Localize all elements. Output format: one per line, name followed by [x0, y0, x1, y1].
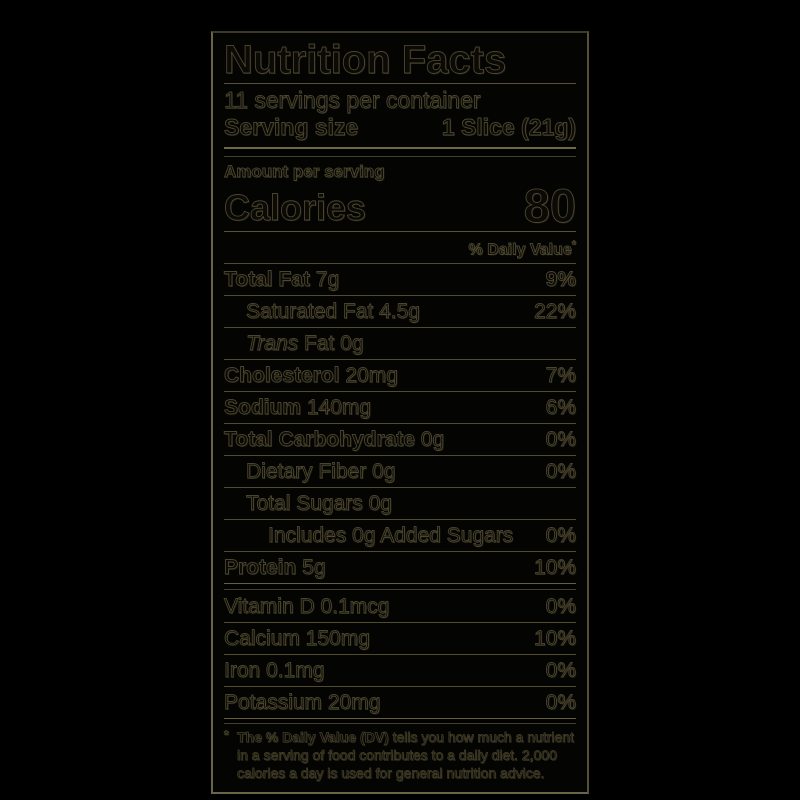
- nutrient-name: Includes 0g Added Sugars: [268, 524, 514, 548]
- vitamin-name: Iron 0.1mg: [224, 659, 325, 683]
- nutrient-name: Total Fat 7g: [224, 268, 340, 292]
- footnote-divider-bar: [224, 718, 576, 724]
- daily-value-header: [224, 232, 576, 263]
- nutrient-row-total-fat: [224, 263, 576, 295]
- vitamins-section: [224, 591, 576, 718]
- nutrient-dv: 6%: [545, 396, 576, 420]
- daily-value-header-text: % Daily Value: [468, 241, 572, 259]
- nutrient-name: Total Sugars 0g: [246, 492, 392, 516]
- vitamin-dv: 10%: [533, 627, 576, 651]
- nutrient-dv: 0%: [545, 428, 576, 452]
- nutrient-dv: 10%: [533, 556, 576, 580]
- nutrient-dv: 22%: [533, 300, 576, 324]
- serving-size-row: [224, 114, 576, 141]
- nutrient-row-saturated-fat: [224, 295, 576, 327]
- nutrient-dv: 0%: [545, 460, 576, 484]
- vitamin-dv: 0%: [545, 691, 576, 715]
- nutrient-name: Trans Fat 0g: [246, 332, 364, 356]
- label-title: Nutrition Facts: [224, 38, 507, 82]
- nutrition-facts-label: [211, 31, 589, 794]
- footnote-text: tells you how much a nutrient in a serving of food contributes to a daily diet. 2,000 calories a day is used for general nutrition advice.: [237, 729, 574, 782]
- footnote: [224, 728, 576, 782]
- nutrient-dv: 7%: [545, 364, 576, 388]
- vitamin-dv: 0%: [545, 659, 576, 683]
- vitamin-name: Vitamin D 0.1mcg: [224, 595, 390, 619]
- serving-size-value: 1 Slice (21g): [441, 114, 576, 140]
- medium-divider-bar: [224, 583, 576, 590]
- footnote-asterisk: *: [224, 728, 229, 743]
- footnote-lead: The % Daily Value (DV): [237, 729, 389, 746]
- vitamin-dv: 0%: [545, 595, 576, 619]
- nutrient-row-sodium: [224, 391, 576, 423]
- nutrient-row-trans-fat: [224, 327, 576, 359]
- nutrient-name: Cholesterol 20mg: [224, 364, 398, 388]
- nutrient-name: Saturated Fat 4.5g: [246, 300, 420, 324]
- daily-value-asterisk: *: [571, 239, 576, 251]
- amount-per-serving-label: Amount per serving: [224, 162, 385, 181]
- nutrient-row-protein: [224, 551, 576, 583]
- nutrient-name: Dietary Fiber 0g: [246, 460, 396, 484]
- vitamin-row-iron: [224, 654, 576, 686]
- vitamin-row-vitamin-d: [224, 591, 576, 622]
- nutrient-row-dietary-fiber: [224, 455, 576, 487]
- vitamin-row-potassium: [224, 686, 576, 718]
- calories-value: 80: [523, 179, 576, 232]
- nutrient-name: Total Carbohydrate 0g: [224, 428, 445, 452]
- nutrient-dv: 9%: [545, 268, 576, 292]
- nutrient-row-added-sugars: [224, 519, 576, 551]
- nutrient-row-cholesterol: [224, 359, 576, 391]
- title-divider: [224, 83, 576, 84]
- servings-per-container: 11 servings per container: [224, 87, 481, 113]
- calories-row: [224, 179, 576, 232]
- vitamin-name: Potassium 20mg: [224, 691, 381, 715]
- calories-label: Calories: [224, 187, 367, 228]
- vitamin-row-calcium: [224, 622, 576, 654]
- nutrient-name: Sodium 140mg: [224, 396, 372, 420]
- nutrient-name: Protein 5g: [224, 556, 326, 580]
- serving-size-label: Serving size: [224, 114, 359, 140]
- nutrient-row-total-sugars: [224, 487, 576, 519]
- vitamin-name: Calcium 150mg: [224, 627, 370, 651]
- thick-divider-bar-top: [224, 147, 576, 157]
- nutrient-dv: 0%: [545, 524, 576, 548]
- nutrient-row-total-carbohydrate: [224, 423, 576, 455]
